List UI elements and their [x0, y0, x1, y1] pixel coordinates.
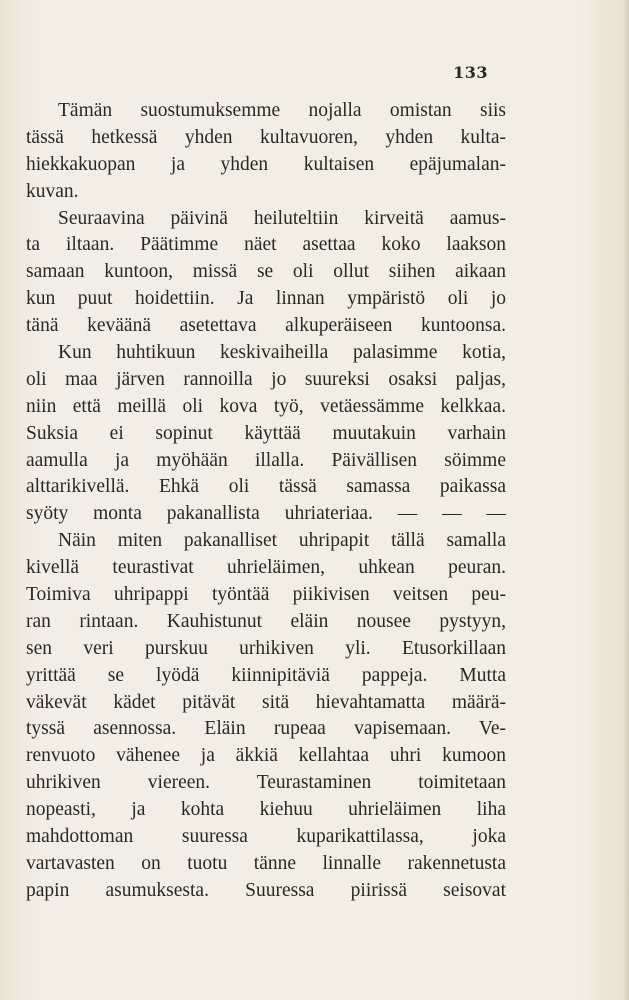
text-line: tässä hetkessä yhden kultavuoren, yhden kulta-: [26, 126, 506, 148]
text-line: väkevät kädet pitävät sitä hievahtamatta määrä-: [26, 691, 506, 713]
text-line: tyssä asennossa. Eläin rupeaa vapisemaan. Ve-: [26, 718, 506, 740]
text-line: alttarikivellä. Ehkä oli tässä samassa paikassa: [26, 476, 506, 498]
text-line: Toimiva uhripappi työntää piikivisen veitsen peu-: [26, 584, 506, 606]
text-line: mahdottoman suuressa kuparikattilassa, joka: [26, 826, 506, 848]
text-line: kivellä teurastivat uhrieläimen, uhkean peuran.: [26, 557, 506, 579]
text-line: ran rintaan. Kauhistunut eläin nousee pystyyn,: [26, 610, 506, 632]
text-line: Suksia ei sopinut käyttää muutakuin varhain: [26, 422, 506, 444]
text-line: Kun huhtikuun keskivaiheilla palasimme kotia,: [58, 342, 506, 364]
page-number: 133: [453, 63, 488, 82]
text-line: tänä keväänä asetettava alkuperäiseen kuntoonsa.: [26, 315, 506, 337]
text-line: kun puut hoidettiin. Ja linnan ympäristö oli jo: [26, 288, 506, 310]
text-line: ta iltaan. Päätimme näet asettaa koko laakson: [26, 234, 506, 256]
text-line: Tämän suostumuksemme nojalla omistan siis: [58, 100, 506, 121]
text-line: yrittää se lyödä kiinnipitäviä pappeja. Mutta: [26, 664, 506, 686]
page-edge-shadow: [623, 0, 629, 1000]
text-line: papin asumuksesta. Suuressa piirissä seisovat: [26, 879, 506, 901]
text-line: uhrikiven viereen. Teurastaminen toimitetaan: [26, 772, 506, 794]
text-line: Seuraavina päivinä heiluteltiin kirveitä aamus-: [58, 207, 506, 229]
body-text: [26, 98, 506, 905]
text-line: syöty monta pakanallista uhriateriaa. — — —: [26, 503, 506, 525]
text-line: vartavasten on tuotu tänne linnalle rakennetusta: [26, 852, 506, 874]
text-line: hiekkakuopan ja yhden kultaisen epäjumalan-: [26, 153, 506, 175]
text-line: niin että meillä oli kova työ, vetäessämme kelkkaa.: [26, 395, 506, 417]
text-line: sen veri purskuu urhikiven yli. Etusorkillaan: [26, 637, 506, 659]
text-line: aamulla ja myöhään illalla. Päivällisen söimme: [26, 449, 506, 471]
text-line: kuvan.: [26, 180, 79, 202]
text-line: nopeasti, ja kohta kiehuu uhrieläimen liha: [26, 799, 506, 821]
text-line: samaan kuntoon, missä se oli ollut siihen aikaan: [26, 261, 506, 283]
text-line: renvuoto vähenee ja äkkiä kellahtaa uhri kumoon: [26, 745, 506, 767]
text-line: oli maa järven rannoilla jo suureksi osaksi paljas,: [26, 368, 506, 390]
text-line: Näin miten pakanalliset uhripapit tällä samalla: [58, 530, 506, 552]
